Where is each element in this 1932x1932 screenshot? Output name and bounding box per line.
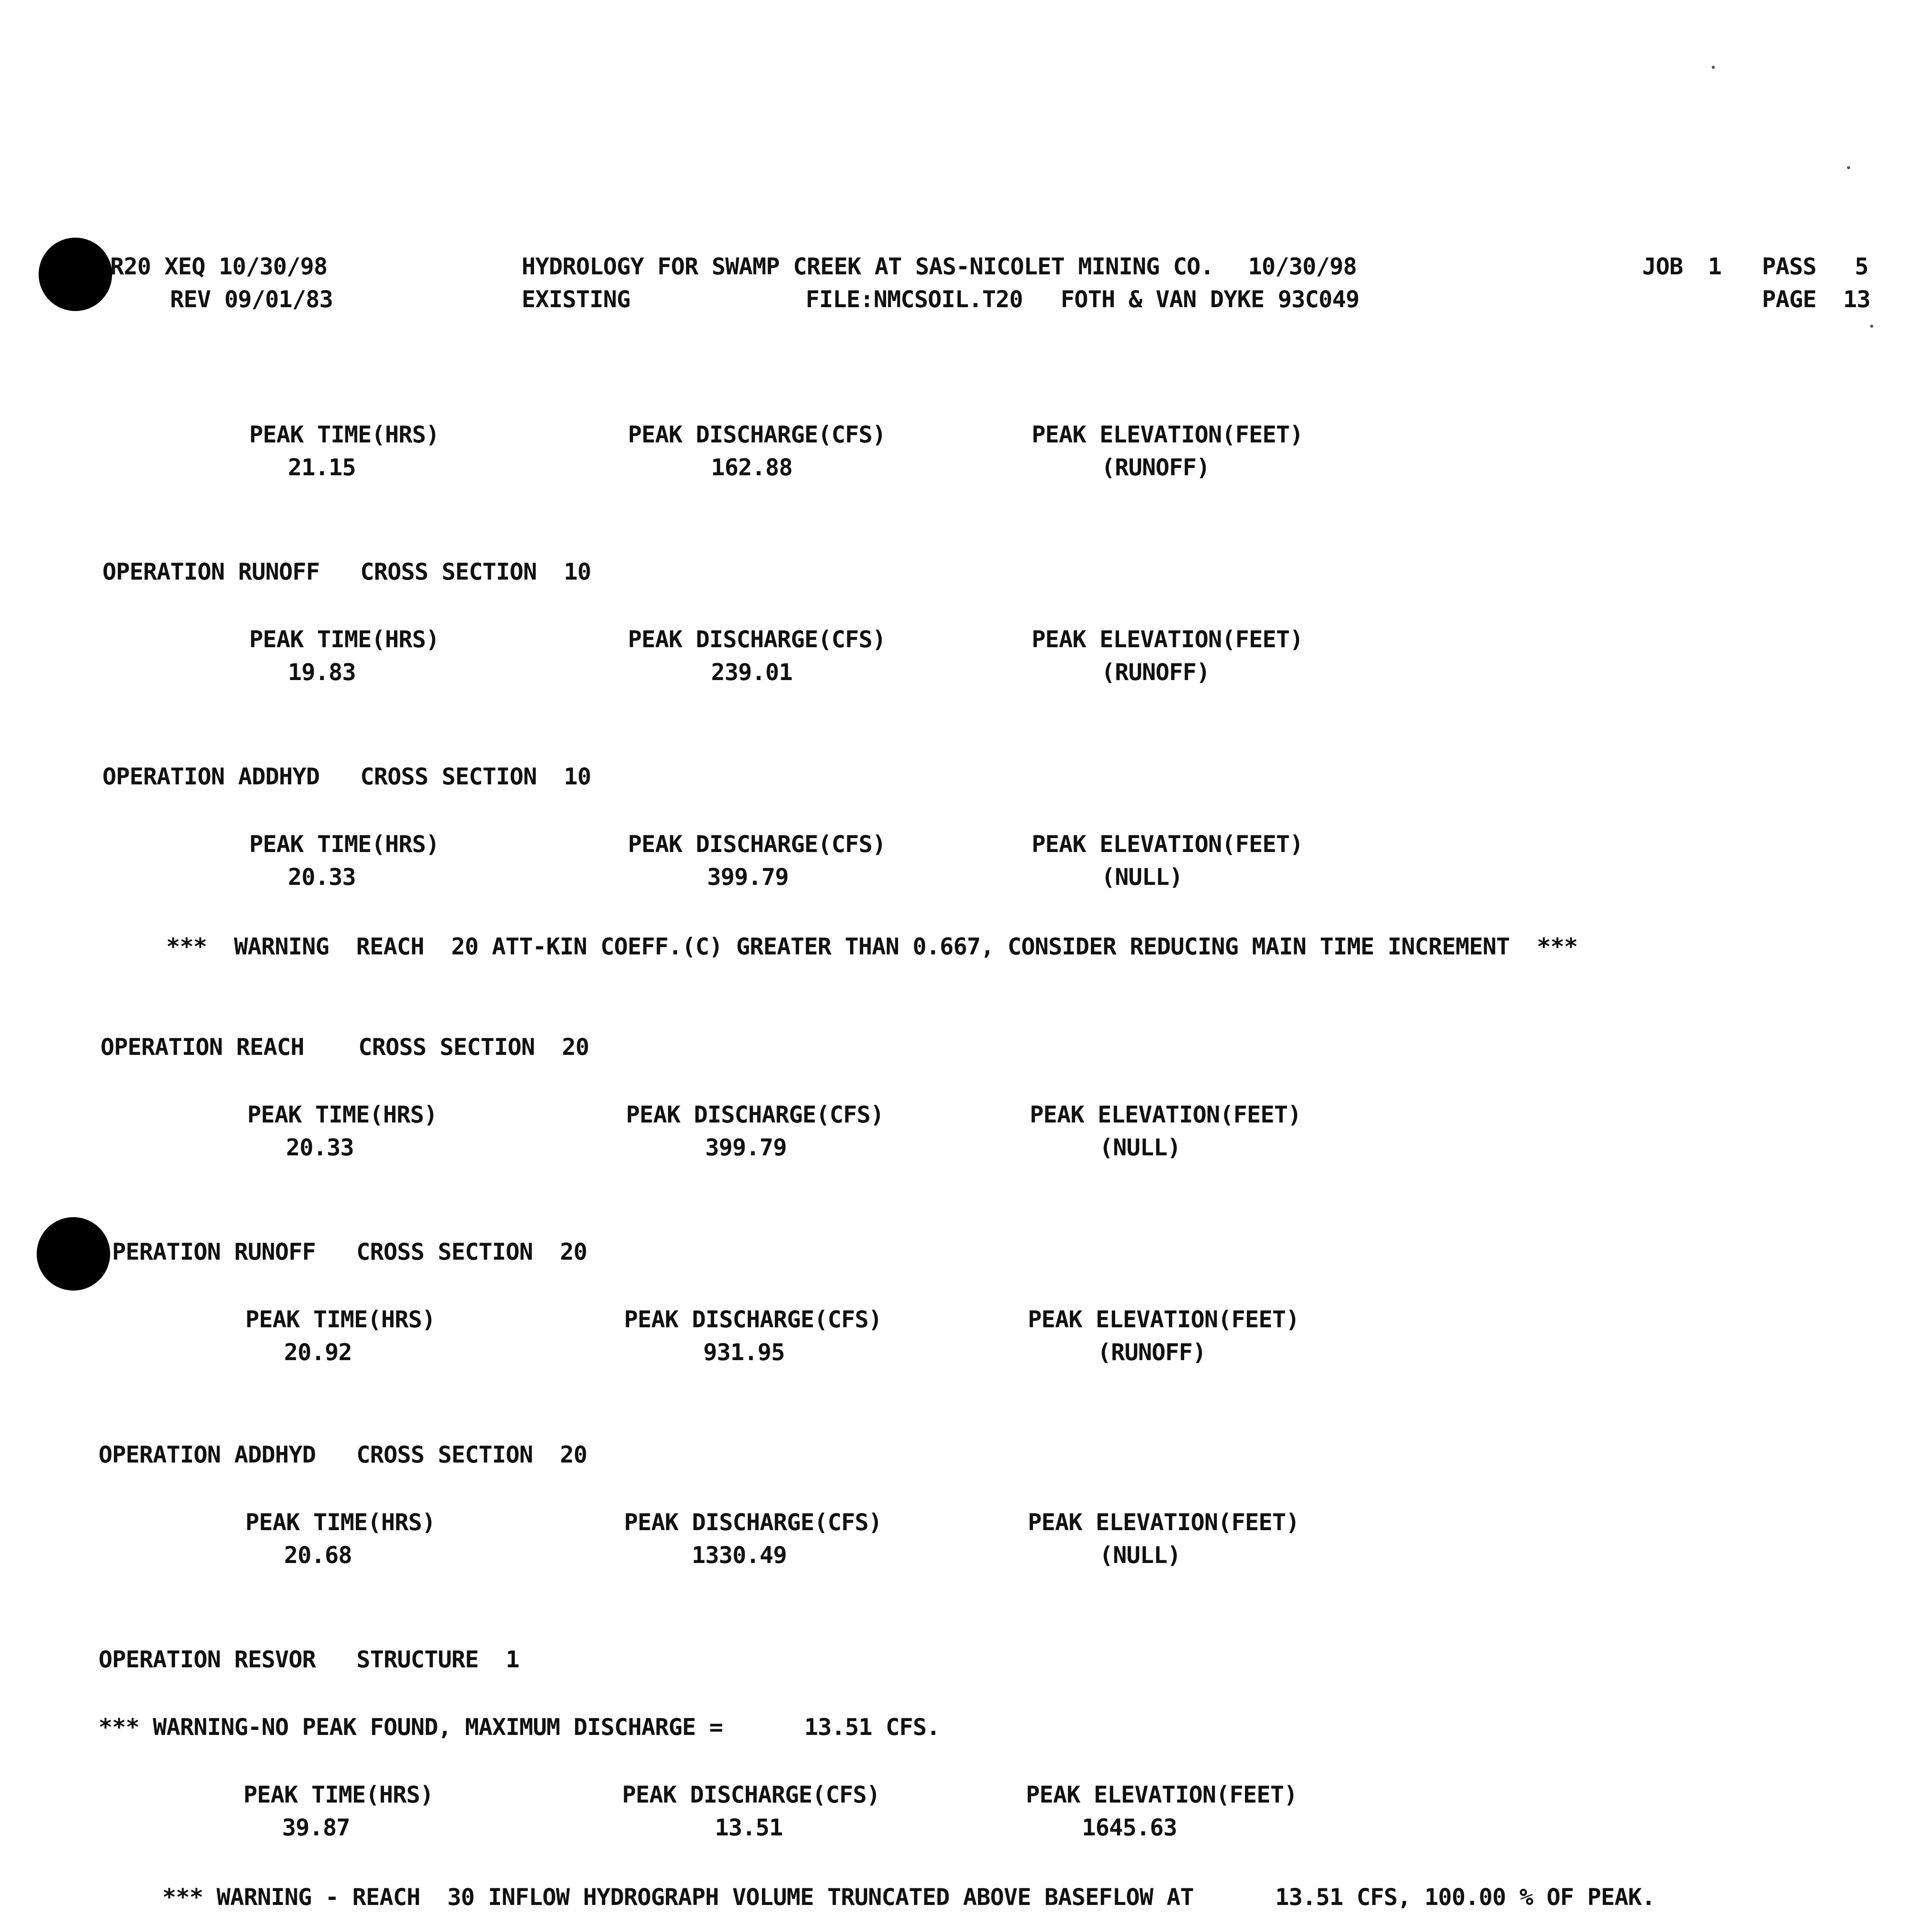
peak-elevation-header: PEAK ELEVATION(FEET) bbox=[1026, 1781, 1298, 1808]
peak-discharge-value: 13.51 bbox=[715, 1814, 783, 1841]
scan-speck bbox=[1870, 325, 1873, 328]
peak-time-value: 39.87 bbox=[282, 1814, 350, 1841]
peak-discharge-header: PEAK DISCHARGE(CFS) bbox=[628, 831, 886, 858]
peak-time-header: PEAK TIME(HRS) bbox=[245, 1509, 435, 1536]
warning-reach-30: *** WARNING - REACH 30 INFLOW HYDROGRAPH VOLUME TRUNCATED ABOVE BASEFLOW AT 13.51 CFS, 100.00 % OF PEAK. bbox=[162, 1884, 1655, 1911]
peak-discharge-header: PEAK DISCHARGE(CFS) bbox=[622, 1781, 880, 1808]
page-value: 13 bbox=[1843, 286, 1871, 313]
peak-discharge-value: 931.95 bbox=[703, 1339, 785, 1366]
report-title: HYDROLOGY FOR SWAMP CREEK AT SAS-NICOLET MINING CO. bbox=[522, 253, 1214, 280]
peak-time-header: PEAK TIME(HRS) bbox=[249, 831, 439, 858]
operation-line: OPERATION RESVOR STRUCTURE 1 bbox=[99, 1646, 519, 1673]
peak-time-value: 20.33 bbox=[288, 864, 356, 891]
warning-no-peak: *** WARNING-NO PEAK FOUND, MAXIMUM DISCHARGE = 13.51 CFS. bbox=[99, 1714, 940, 1741]
peak-elevation-value: (NULL) bbox=[1101, 864, 1183, 891]
operation-line: OPERATION ADDHYD CROSS SECTION 10 bbox=[102, 763, 591, 790]
peak-elevation-header: PEAK ELEVATION(FEET) bbox=[1028, 1509, 1299, 1536]
scan-speck bbox=[1847, 166, 1850, 169]
peak-discharge-value: 399.79 bbox=[705, 1134, 787, 1161]
binder-hole-top bbox=[39, 238, 112, 311]
pass-label: PASS bbox=[1762, 253, 1816, 280]
peak-time-value: 20.68 bbox=[284, 1542, 352, 1569]
pass-value: 5 bbox=[1855, 253, 1869, 280]
peak-time-value: 20.33 bbox=[286, 1134, 354, 1161]
peak-elevation-value: 1645.63 bbox=[1082, 1814, 1177, 1841]
peak-discharge-value: 162.88 bbox=[711, 454, 793, 481]
program-id: R20 XEQ 10/30/98 bbox=[110, 253, 327, 280]
peak-elevation-value: (RUNOFF) bbox=[1101, 659, 1210, 686]
program-revision: REV 09/01/83 bbox=[170, 286, 333, 313]
peak-time-value: 20.92 bbox=[284, 1339, 352, 1366]
job-label: JOB bbox=[1642, 253, 1683, 280]
peak-time-value: 21.15 bbox=[288, 454, 356, 481]
peak-discharge-header: PEAK DISCHARGE(CFS) bbox=[626, 1101, 884, 1128]
peak-time-header: PEAK TIME(HRS) bbox=[243, 1781, 434, 1808]
firm-name: FOTH & VAN DYKE 93C049 bbox=[1061, 286, 1359, 313]
peak-elevation-value: (RUNOFF) bbox=[1101, 454, 1210, 481]
peak-discharge-value: 399.79 bbox=[707, 864, 789, 891]
peak-time-header: PEAK TIME(HRS) bbox=[247, 1101, 437, 1128]
peak-time-value: 19.83 bbox=[288, 659, 356, 686]
peak-discharge-header: PEAK DISCHARGE(CFS) bbox=[628, 421, 886, 448]
peak-elevation-header: PEAK ELEVATION(FEET) bbox=[1032, 831, 1303, 858]
scan-speck bbox=[1712, 66, 1715, 69]
peak-elevation-header: PEAK ELEVATION(FEET) bbox=[1030, 1101, 1301, 1128]
binder-hole-middle bbox=[37, 1217, 110, 1291]
operation-line: PERATION RUNOFF CROSS SECTION 20 bbox=[112, 1238, 587, 1265]
peak-discharge-header: PEAK DISCHARGE(CFS) bbox=[624, 1509, 882, 1536]
page-label: PAGE bbox=[1762, 286, 1816, 313]
peak-discharge-value: 1330.49 bbox=[692, 1542, 787, 1569]
peak-elevation-value: (RUNOFF) bbox=[1097, 1339, 1206, 1366]
operation-line: OPERATION ADDHYD CROSS SECTION 20 bbox=[99, 1441, 587, 1468]
peak-discharge-value: 239.01 bbox=[711, 659, 793, 686]
peak-elevation-value: (NULL) bbox=[1099, 1134, 1181, 1161]
peak-time-header: PEAK TIME(HRS) bbox=[249, 626, 439, 653]
condition-label: EXISTING bbox=[522, 286, 630, 313]
peak-elevation-header: PEAK ELEVATION(FEET) bbox=[1032, 421, 1303, 448]
peak-elevation-header: PEAK ELEVATION(FEET) bbox=[1028, 1306, 1299, 1333]
warning-reach-20: *** WARNING REACH 20 ATT-KIN COEFF.(C) GREATER THAN 0.667, CONSIDER REDUCING MAIN TIME INCREMENT *** bbox=[166, 933, 1578, 960]
operation-line: OPERATION RUNOFF CROSS SECTION 10 bbox=[102, 558, 591, 585]
peak-discharge-header: PEAK DISCHARGE(CFS) bbox=[628, 626, 886, 653]
operation-line: OPERATION REACH CROSS SECTION 20 bbox=[100, 1034, 589, 1061]
file-name: FILE:NMCSOIL.T20 bbox=[806, 286, 1023, 313]
report-date: 10/30/98 bbox=[1248, 253, 1357, 280]
peak-time-header: PEAK TIME(HRS) bbox=[245, 1306, 435, 1333]
job-value: 1 bbox=[1708, 253, 1722, 280]
peak-elevation-header: PEAK ELEVATION(FEET) bbox=[1032, 626, 1303, 653]
peak-time-header: PEAK TIME(HRS) bbox=[249, 421, 439, 448]
peak-elevation-value: (NULL) bbox=[1099, 1542, 1181, 1569]
peak-discharge-header: PEAK DISCHARGE(CFS) bbox=[624, 1306, 882, 1333]
